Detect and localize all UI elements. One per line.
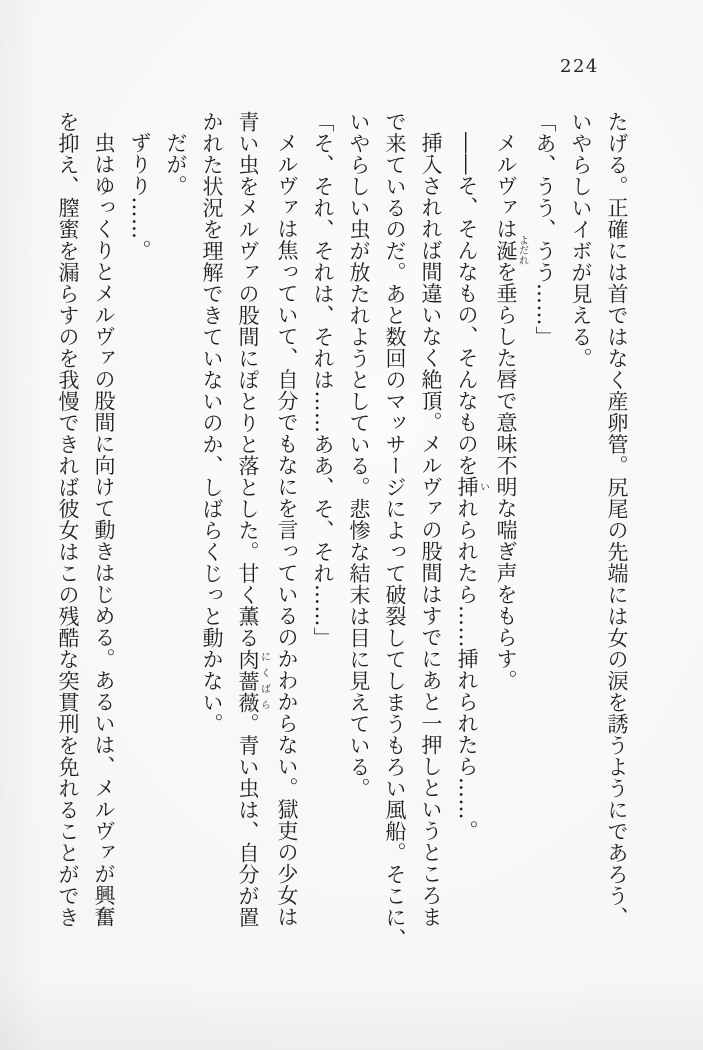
furigana: にくばら	[258, 648, 270, 713]
furigana: よだれ	[516, 235, 528, 266]
text-line: 挿入されれば間違いなく絶頂。メルヴァの股間はすでにあと一押しというところま	[419, 132, 443, 928]
text-line: かれた状況を理解できていないのか、しばらくじっと動かない。	[200, 111, 224, 735]
text-line: いやらしいイボが見える。	[569, 111, 593, 369]
text-line: だが。	[164, 132, 188, 197]
text-line: ずりり……。	[128, 132, 152, 261]
ruby-word: 涎よだれ	[494, 235, 528, 266]
text-line: を抑え、膣蜜を漏らすのを我慢できれば彼女はこの残酷な突貫刑を免れることができ	[56, 111, 80, 928]
text-line: 「あ、うう、うう……」	[533, 111, 557, 348]
text-line: 青い虫をメルヴァの股間にぽとりと落とした。甘く薫る肉薔薇にくばら。青い虫は、自分が置	[236, 111, 270, 928]
text-line: 「そ、それ、それは、それは……ああ、そ、それ……」	[311, 111, 335, 649]
text-line: メルヴァは涎よだれを垂らした唇で意味不明な喘ぎ声をもらす。	[494, 132, 528, 691]
text-line: ――そ、そんなもの、そんなものを挿いれられたら……挿れられたら……。	[455, 132, 489, 842]
text-line: メルヴァは焦っていて、自分でもなにを言っているのかわからない。獄吏の少女は	[275, 132, 299, 928]
ruby-word: 挿い	[455, 476, 489, 498]
furigana: い	[477, 476, 489, 498]
page-number: 224	[560, 56, 599, 77]
body-text	[50, 111, 635, 953]
text-line: たげる。正確には首ではなく産卵管。尻尾の先端には女の涙を誘うようにであろう、	[605, 111, 629, 928]
ruby-word: 肉薔薇にくばら	[236, 648, 270, 713]
text-line: で来ているのだ。あと数回のマッサージによって破裂してしまうもろい風船。そこに、	[383, 111, 407, 950]
text-line: いやらしい虫が放たれようとしている。悲惨な結末は目に見えている。	[347, 111, 371, 799]
text-line: 虫はゆっくりとメルヴァの股間に向けて動きはじめる。あるいは、メルヴァが興奮	[92, 132, 116, 928]
